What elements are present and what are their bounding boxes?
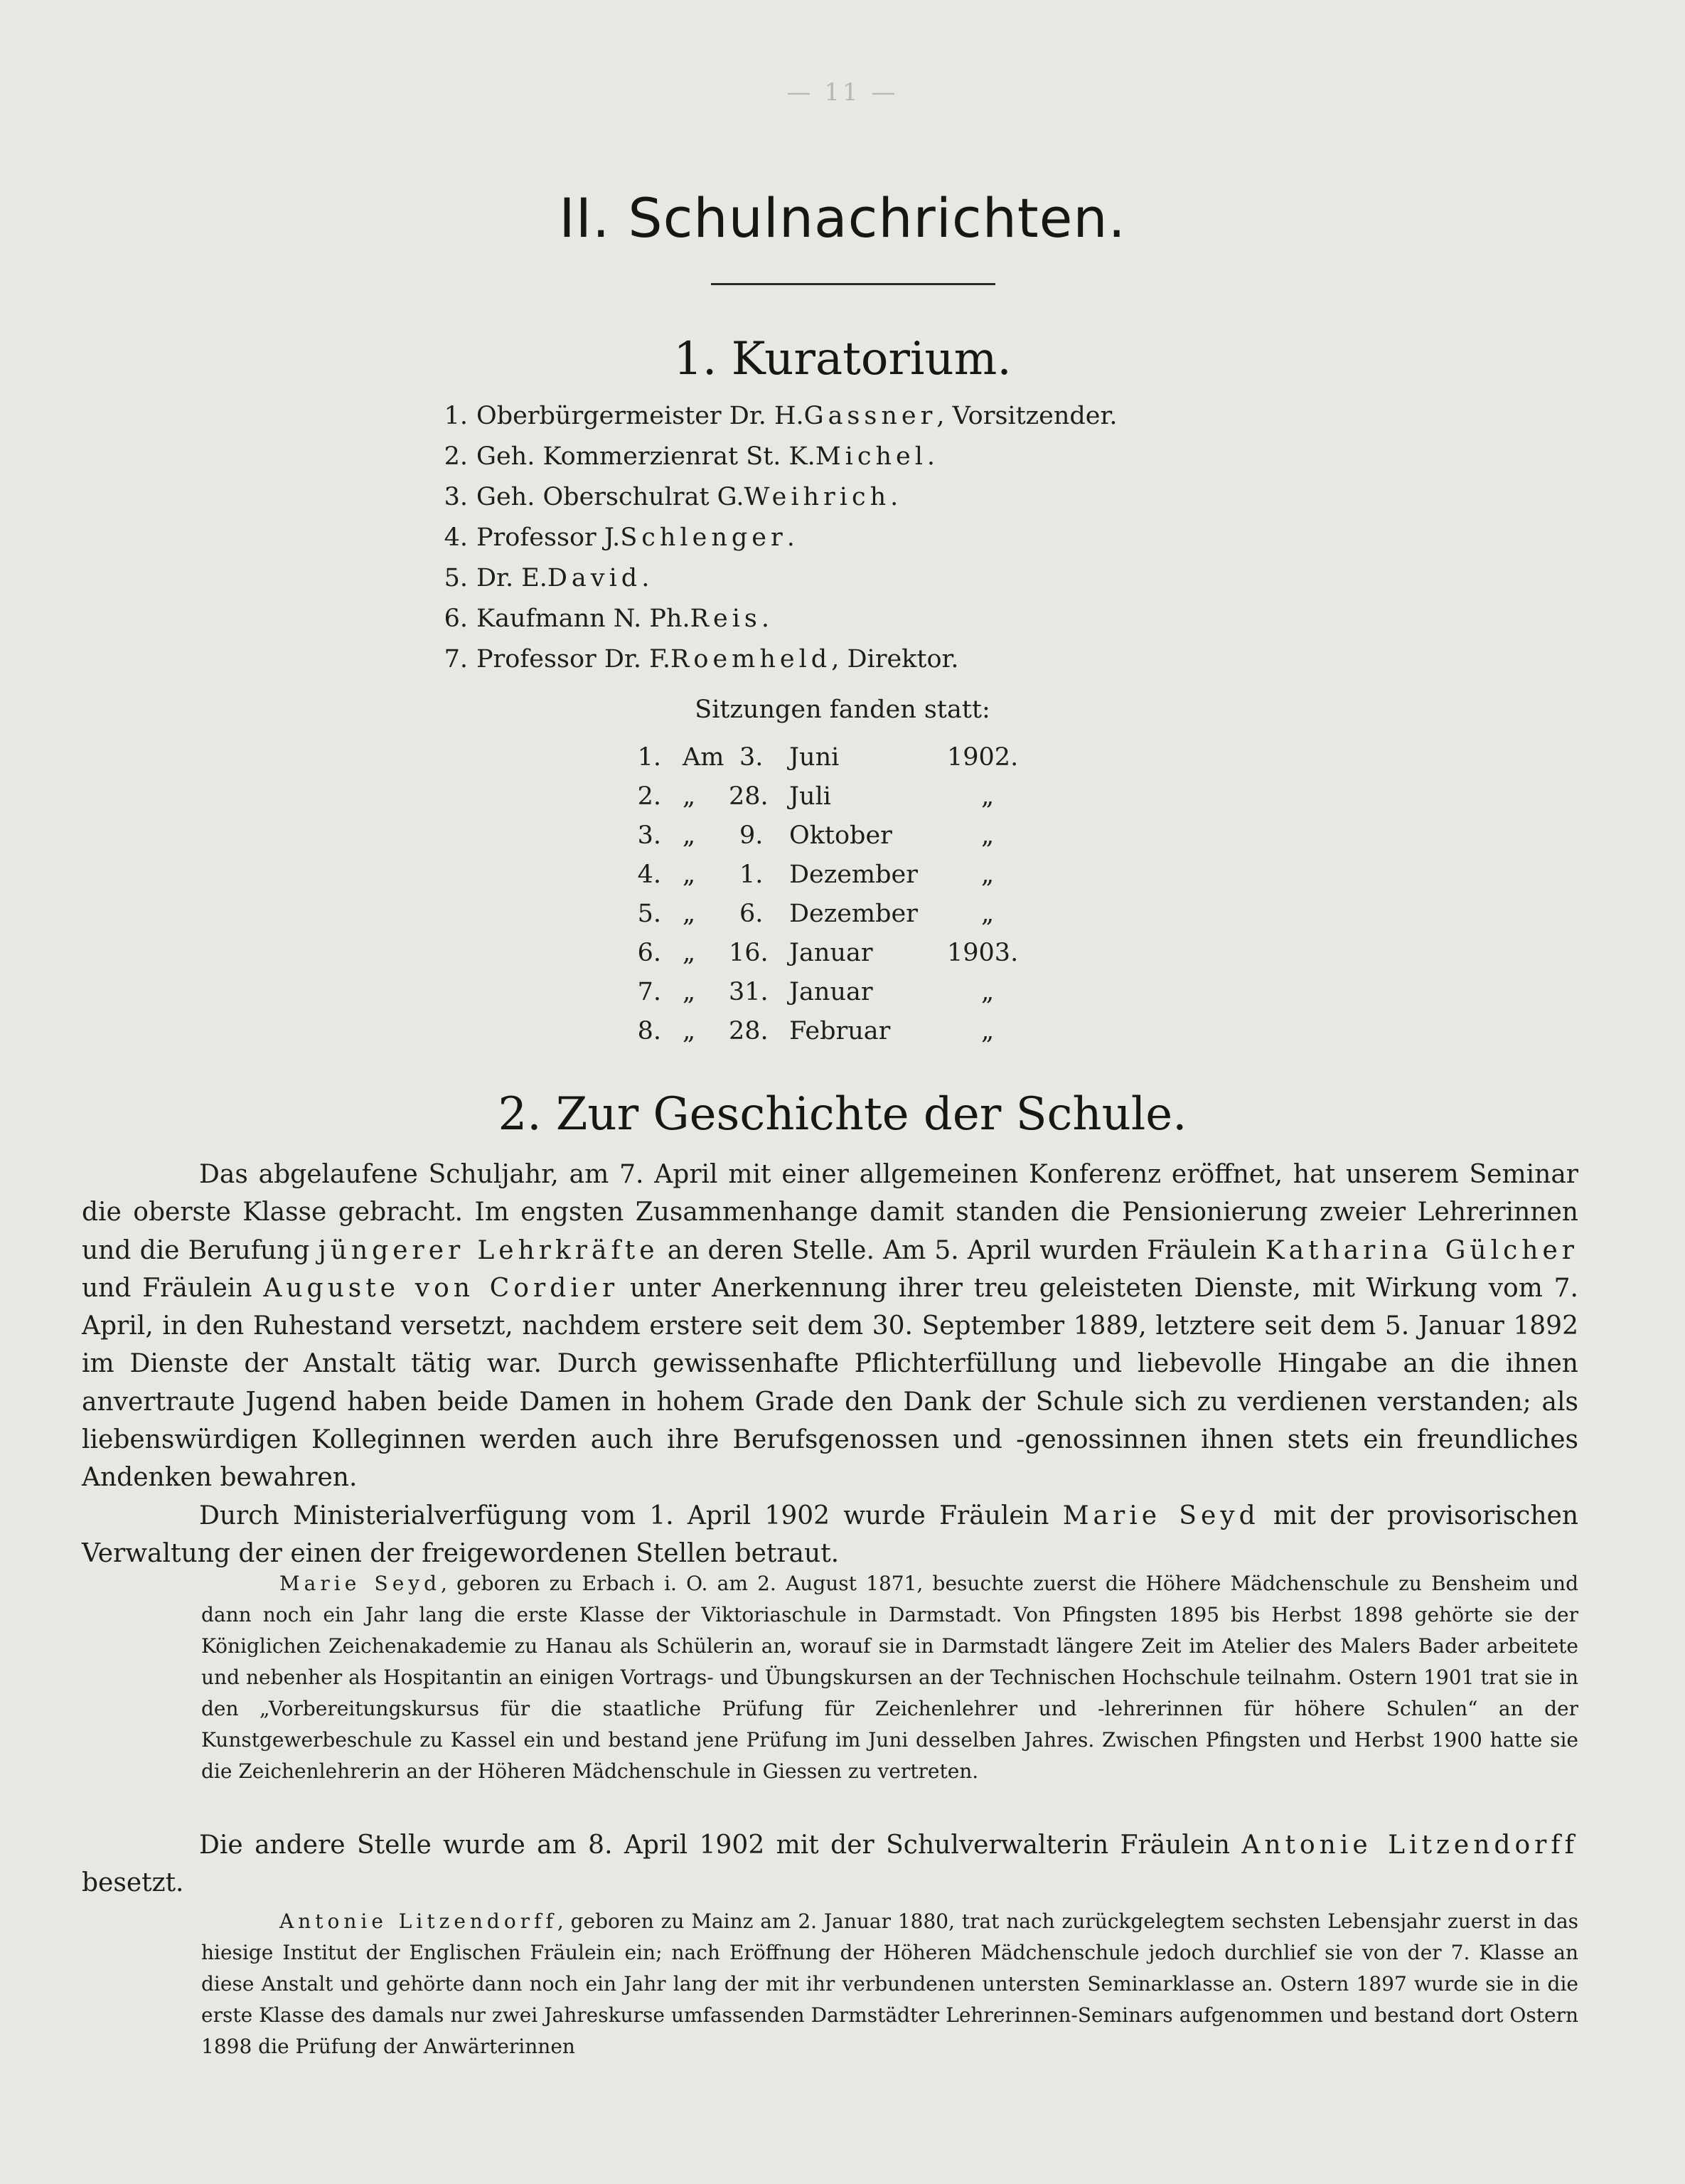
page-number: — 11 — <box>786 78 899 107</box>
paragraph: Durch Ministerialverfügung vom 1. April 1902 wurde Fräulein Marie Seyd mit der provisorischen Verwaltung der einen der freigewordenen Stellen betraut. <box>82 1501 1578 1568</box>
main-title: II. Schulnachrichten. <box>559 186 1126 250</box>
paragraph: Das abgelaufene Schuljahr, am 7. April mit einer allgemeinen Konferenz eröffnet, hat unserem Seminar die oberste Klasse gebracht. Im engsten Zusammenhange damit standen die Pensionierung zweier Lehrerinnen und die Berufung jüngerer Lehrkräfte an deren Stelle. Am 5. April wurden Fräulein Katharina Gülcher und Fräulein Auguste von Cordier unter Anerkennung ihrer treu geleisteten Dienste, mit Wirkung vom 7. April, in den Ruhestand versetzt, nachdem erstere seit dem 30. September 1889, letztere seit dem 5. Januar 1892 im Dienste der Anstalt tätig war. Durch gewissenhafte Pflichterfüllung und liebevolle Hingabe an die ihnen anvertraute Jugend haben beide Damen in hohem Grade den Dank der Schule sich zu verdienen verstanden; als liebenswürdigen Kolleginnen werden auch ihre Berufsgenossen und -genossinnen ihnen stets ein freundliches Andenken bewahren. <box>82 1160 1579 1493</box>
title-divider <box>711 283 995 285</box>
list-item: 2. Geh. Kommerzienrat St. K. Michel . <box>444 442 936 471</box>
history-text-block-1 <box>82 1156 1578 1572</box>
section-heading-kuratorium: 1. Kuratorium. <box>673 333 1012 385</box>
sessions-heading: Sitzungen fanden statt: <box>695 696 990 724</box>
session-row: 4. „ 1. Dezember „ <box>637 861 995 889</box>
list-item: 1. Oberbürgermeister Dr. H. Gassner , Vorsitzender. <box>444 401 1118 430</box>
list-item: 5. Dr. E. David . <box>444 563 650 592</box>
list-item: 7. Professor Dr. F. Roemheld , Direktor. <box>444 644 959 673</box>
kuratorium-list <box>419 395 1344 679</box>
session-row: 1. Am 3. Juni 1902. <box>637 743 1019 772</box>
paragraph: Antonie Litzendorff, geboren zu Mainz am 2. Januar 1880, trat nach zurückgelegtem sechsten Lebensjahr zuerst in das hiesige Institut der Englischen Fräulein ein; nach Eröffnung der Höheren Mädchenschule jedoch durchlief sie von der 7. Klasse an diese Anstalt und gehörte dann noch ein Jahr lang der mit ihr verbundenen untersten Seminarklasse an. Ostern 1897 wurde sie in die erste Klasse des damals nur zwei Jahreskurse umfassenden Darmstädter Lehrerinnen-Seminars aufgenommen und bestand dort Ostern 1898 die Prüfung der Anwärterinnen <box>201 1909 1579 2058</box>
biography-note-seyd <box>201 1568 1578 1787</box>
sessions-list <box>619 743 1116 1056</box>
session-row: 5. „ 6. Dezember „ <box>637 900 995 928</box>
list-item: 4. Professor J. Schlenger . <box>444 523 795 552</box>
biography-note-litzendorff <box>201 1906 1578 2062</box>
paragraph: Marie Seyd, geboren zu Erbach i. O. am 2. August 1871, besuchte zuerst die Höhere Mädchenschule zu Bensheim und dann noch ein Jahr lang die erste Klasse der Viktoriaschule in Darmstadt. Von Pfingsten 1895 bis Herbst 1898 gehörte sie der Königlichen Zeichenakademie zu Hanau als Schülerin an, worauf sie in Darmstadt längere Zeit im Atelier des Malers Bader arbeitete und nebenher als Hospitantin an einigen Vortrags- und Übungskursen an der Technischen Hochschule teilnahm. Ostern 1901 trat sie in den „Vorbereitungskursus für die staatliche Prüfung für Zeichenlehrer und -lehrerinnen für höhere Schulen“ an der Kunstgewerbeschule zu Kassel ein und bestand jene Prüfung im Juni desselben Jahres. Zwischen Pfingsten und Herbst 1900 hatte sie die Zeichenlehrerin an der Höheren Mädchenschule in Giessen zu vertreten. <box>201 1572 1578 1783</box>
session-row: 8. „ 28. Februar „ <box>637 1017 995 1045</box>
paragraph: Die andere Stelle wurde am 8. April 1902 mit der Schulverwalterin Fräulein Antonie Litzendorff besetzt. <box>82 1831 1578 1898</box>
session-row: 7. „ 31. Januar „ <box>637 978 995 1006</box>
section-heading-geschichte: 2. Zur Geschichte der Schule. <box>498 1088 1187 1141</box>
session-row: 3. „ 9. Oktober „ <box>637 821 995 850</box>
history-text-block-2 <box>82 1826 1578 1902</box>
session-row: 6. „ 16. Januar 1903. <box>637 939 1019 967</box>
list-item: 3. Geh. Oberschulrat G. Weihrich . <box>444 482 899 511</box>
list-item: 6. Kaufmann N. Ph. Reis . <box>444 604 770 633</box>
session-row: 2. „ 28. Juli „ <box>637 782 995 811</box>
